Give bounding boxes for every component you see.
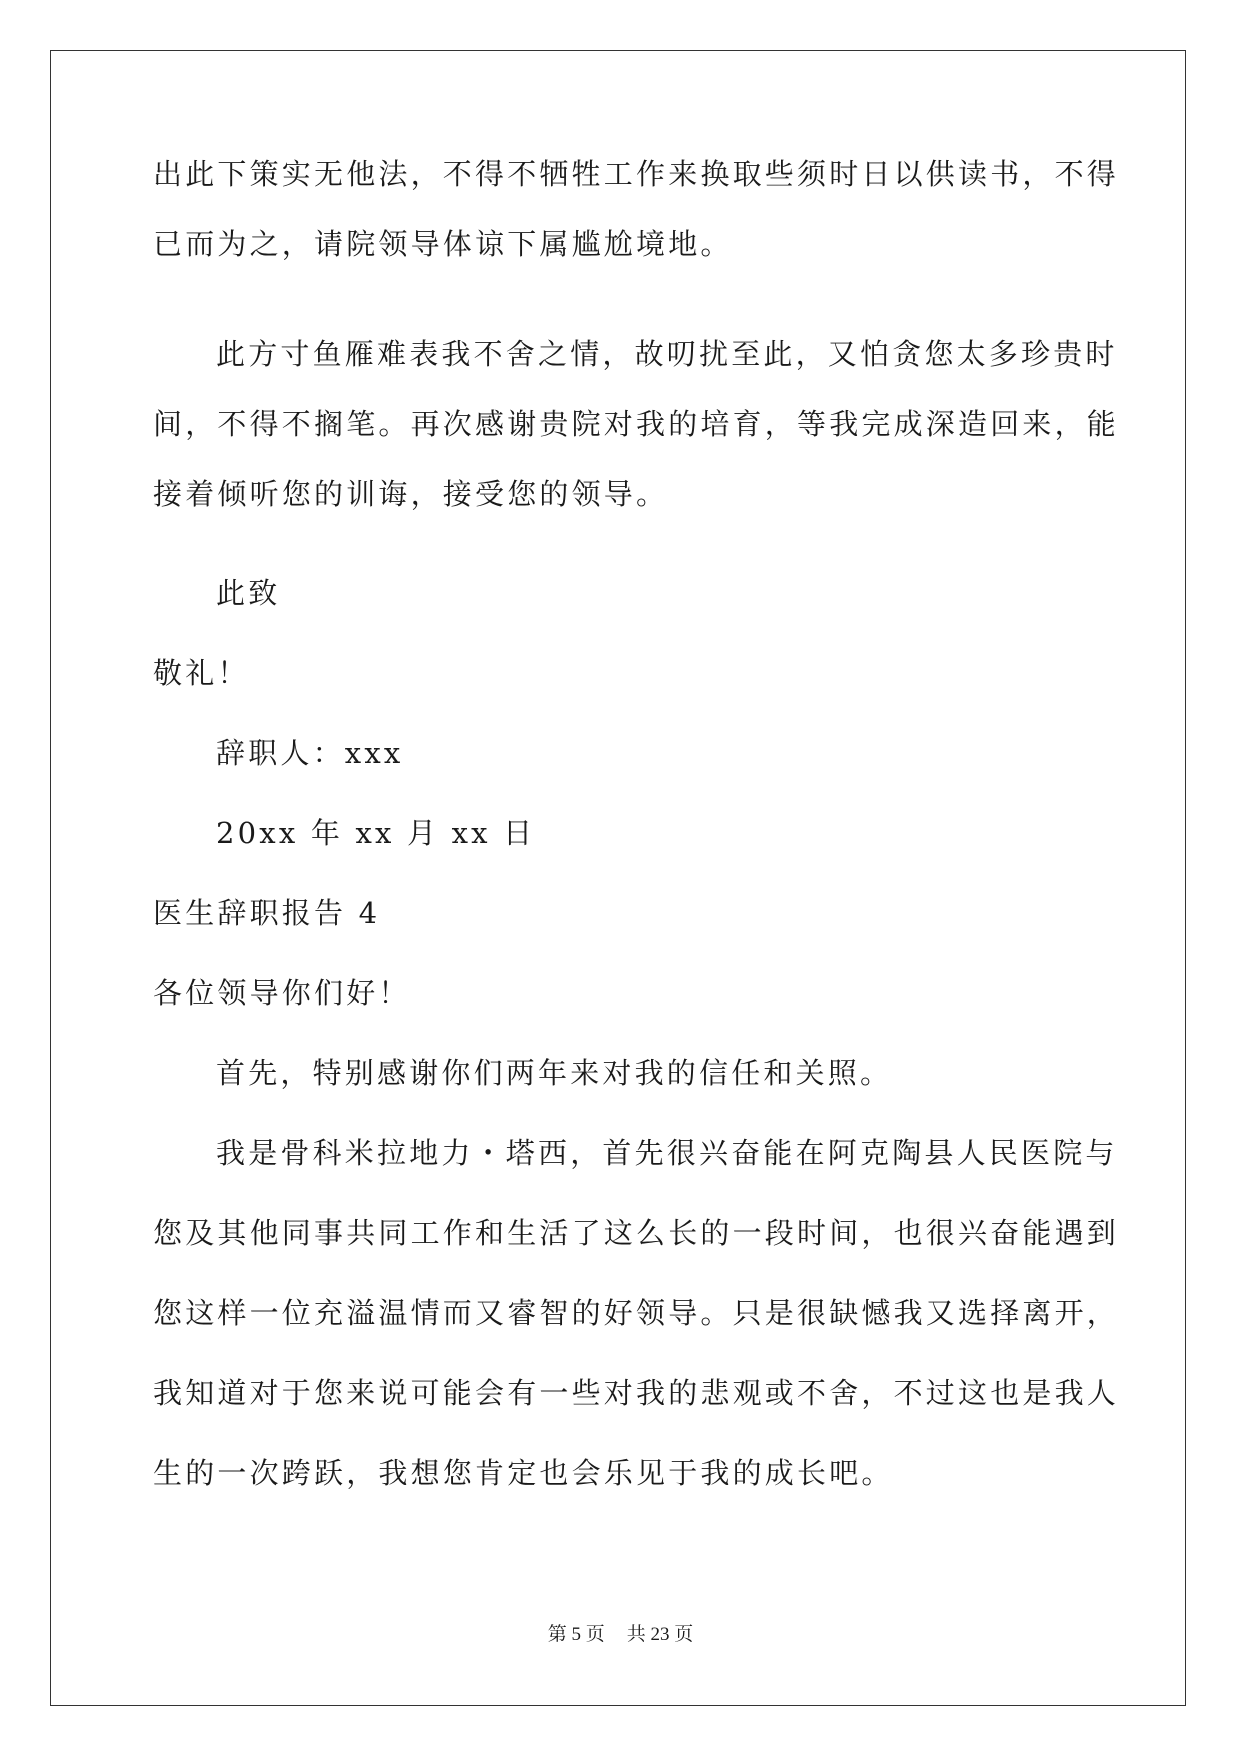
text-line: 间，不得不搁笔。再次感谢贵院对我的培育，等我完成深造回来，能	[153, 407, 1120, 441]
text-line: 接着倾听您的训诲，接受您的领导。	[153, 477, 669, 511]
page-total: 共 23 页	[626, 1624, 694, 1645]
signer: 辞职人：xxx	[216, 736, 404, 770]
text-line: 首先，特别感谢你们两年来对我的信任和关照。	[216, 1056, 893, 1090]
text-line: 我知道对于您来说可能会有一些对我的悲观或不舍，不过这也是我人	[153, 1376, 1120, 1410]
greeting: 各位领导你们好！	[153, 976, 411, 1010]
text-line: 此方寸鱼雁难表我不舍之情，故叨扰至此，又怕贪您太多珍贵时	[216, 337, 1118, 371]
text-line: 已而为之，请院领导体谅下属尴尬境地。	[153, 227, 733, 261]
closing-text: 此致	[216, 576, 281, 610]
text-line: 您及其他同事共同工作和生活了这么长的一段时间，也很兴奋能遇到	[153, 1216, 1120, 1250]
letter-date: 20xx 年 xx 月 xx 日	[216, 816, 536, 850]
page-number: 第 5 页	[547, 1624, 605, 1645]
section-title: 医生辞职报告 4	[153, 896, 381, 930]
text-line: 生的一次跨跃，我想您肯定也会乐见于我的成长吧。	[153, 1456, 894, 1490]
text-line: 您这样一位充溢温情而又睿智的好领导。只是很缺憾我又选择离开，	[153, 1296, 1120, 1330]
text-line: 我是骨科米拉地力・塔西，首先很兴奋能在阿克陶县人民医院与	[216, 1136, 1118, 1170]
page-footer	[0, 1622, 1241, 1648]
salutation: 敬礼！	[153, 656, 250, 690]
text-line: 出此下策实无他法，不得不牺牲工作来换取些须时日以供读书，不得	[153, 157, 1120, 191]
